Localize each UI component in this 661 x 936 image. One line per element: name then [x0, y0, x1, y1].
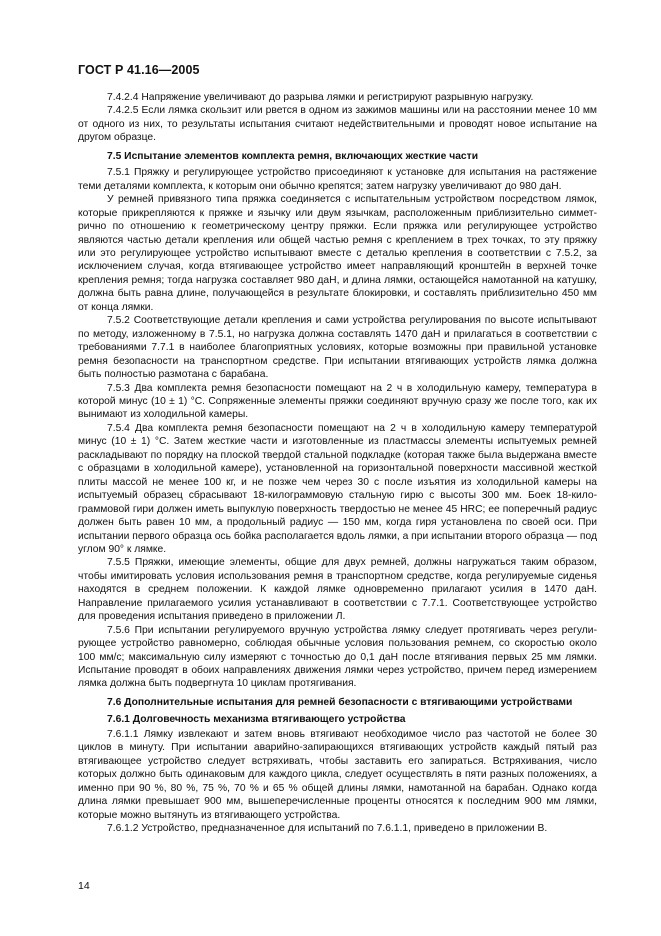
paragraph: 7.5.1 Пряжку и регулирующее устройство присоединяют к установке для испытания на растяжение теми деталями комплекта, к которым они обычно крепятся; затем нагрузку увеличивают до 980 даН. — [78, 167, 597, 192]
page-number: 14 — [78, 880, 90, 892]
paragraph: У ремней привязного типа пряжка соединяется с испытательным устройством посредством лямок, которые прикрепляются к пряжке и язычку или двум язычкам, расположенным приблизительно симметрично по отношению к геометрическому центру пряжки. Если пряжка или регулирующее устройство являются частью детали крепления или общей частью ремня с креплением в трех точках, то эту пряжку или это регулирующее устройство испытывают вместе с деталью крепления в соответствии с 7.5.2, за исключением случая, когда втягивающее устройство имеет направляющий кронштейн в верхней точке крепления ремня; тогда нагрузка составляет 980 даН, и длина лямки, остающейся намотанной на катушку, должна быть равна длине, получающейся в результате блокировки, и составлять приблизительно 450 мм от конца лямки. — [78, 194, 597, 313]
section-heading: 7.6.1 Долговечность механизма втягивающего устройства — [107, 714, 406, 726]
paragraph: 7.4.2.4 Напряжение увеличивают до разрыва лямки и регистрируют разрывную нагрузку. — [107, 92, 534, 103]
section-heading: 7.5 Испытание элементов комплекта ремня, включающих жесткие части — [107, 150, 479, 162]
paragraph: 7.6.1.1 Лямку извлекают и затем вновь втягивают необходимое число раз частотой не более 30 циклов в минуту. При испытании аварийно-запирающихся втягивающих устройств каждый пятый раз втягивающее устройство следует встряхивать, чтобы заставить его запираться. Встряхивания, число которых должно быть одинаковым для каждого цикла, следует осуществлять в пяти разных положениях, а именно при 90 %, 80 %, 75 %, 70 % и 65 % общей длины лямки, намотанной на барабан. Однако когда длина лямки превышает 900 мм, вышеперечисленные проценты относятся к последним 900 мм лямки, которые можно вытянуть из втягивающего устройства. — [78, 728, 597, 821]
section-heading: 7.6 Дополнительные испытания для ремней безопасности с втягивающими устройствами — [107, 696, 573, 708]
paragraph: 7.5.5 Пряжки, имеющие элементы, общие для двух ремней, должны нагружаться таким образом, чтобы имитировать условия использования ремня в транспортном средстве, когда регулируемые сиденья находятся в среднем положении. К каждой лямке одновременно прилагают усилия в 1470 даН. Направление прилагаемого усилия устанавливают в соответствии с 7.7.1. Соответствующее устройство для проведения испытания приведено в приложении Л. — [78, 557, 597, 623]
paragraph: 7.4.2.5 Если лямка скользит или рвется в одном из зажимов машины или на расстоянии менее 10 мм от одного из них, то результаты испытания считают недействительными и проводят новое испытание на другом образце. — [78, 105, 597, 144]
document-body — [78, 91, 597, 835]
paragraph: 7.5.2 Соответствующие детали крепления и сами устройства регулирования по высоте испытывают по методу, изложенному в 7.5.1, но нагрузка должна составлять 1470 даН и прилагаться в соответствии с требованиями 7.7.1 в наиболее благоприятных условиях, которые возможны при правильной установке ремня безопасности на транспортном средстве. При испытании втягивающих устройств лямка должна быть полностью размотана с барабана. — [78, 315, 597, 381]
paragraph: 7.6.1.2 Устройство, предназначенное для испытаний по 7.6.1.1, приведено в приложении В. — [107, 823, 548, 835]
paragraph: 7.5.4 Два комплекта ремня безопасности помещают на 2 ч в холодильную камеру температурой минус (10 ± 1) °С. Затем жесткие части и изготовленные из пластмассы элементы испытуемых ремней раскладывают по порядку на плоской твердой стальной подкладке (которая также была выдержана вместе с образцами в холодильной камере), установленной на горизонтальной поверхности массивной жесткой плиты массой не менее 100 кг, и не позже чем через 30 с после изъятия из холодильной камеры на испытуемый образец сбрасывают 18-килограммовую стальную гирю с высоты 300 мм. Боек 18-килограммовой гири должен иметь выпуклую поверхность твердостью не менее 45 HRC; ее поперечный радиус должен быть равен 10 мм, а продольный радиус — 150 мм, когда гиря установлена по своей оси. При испытании первого образца ось бойка располагается вдоль лямки, а при испытании второго образца — под углом 90° к лямке. — [78, 422, 597, 555]
paragraph: 7.5.3 Два комплекта ремня безопасности помещают на 2 ч в холодильную камеру, температура в которой минус (10 ± 1) °С. Сопряженные элементы пряжки соединяют вручную сразу же после того, как их вынимают из холодильной камеры. — [78, 382, 597, 421]
paragraph: 7.5.6 При испытании регулируемого вручную устройства лямку следует протягивать через регулирующее устройство равномерно, соблюдая обычные условия пользования ремнем, со скоростью около 100 мм/с; максимальную силу измеряют с точностью до 0,1 даН после втягивания первых 25 мм лямки. Испытание проводят в обоих направлениях движения лямки через устройство, причем перед измерением лямка должна быть подвергнута 10 циклам протягивания. — [78, 624, 597, 690]
document-header: ГОСТ Р 41.16—2005 — [78, 63, 200, 77]
